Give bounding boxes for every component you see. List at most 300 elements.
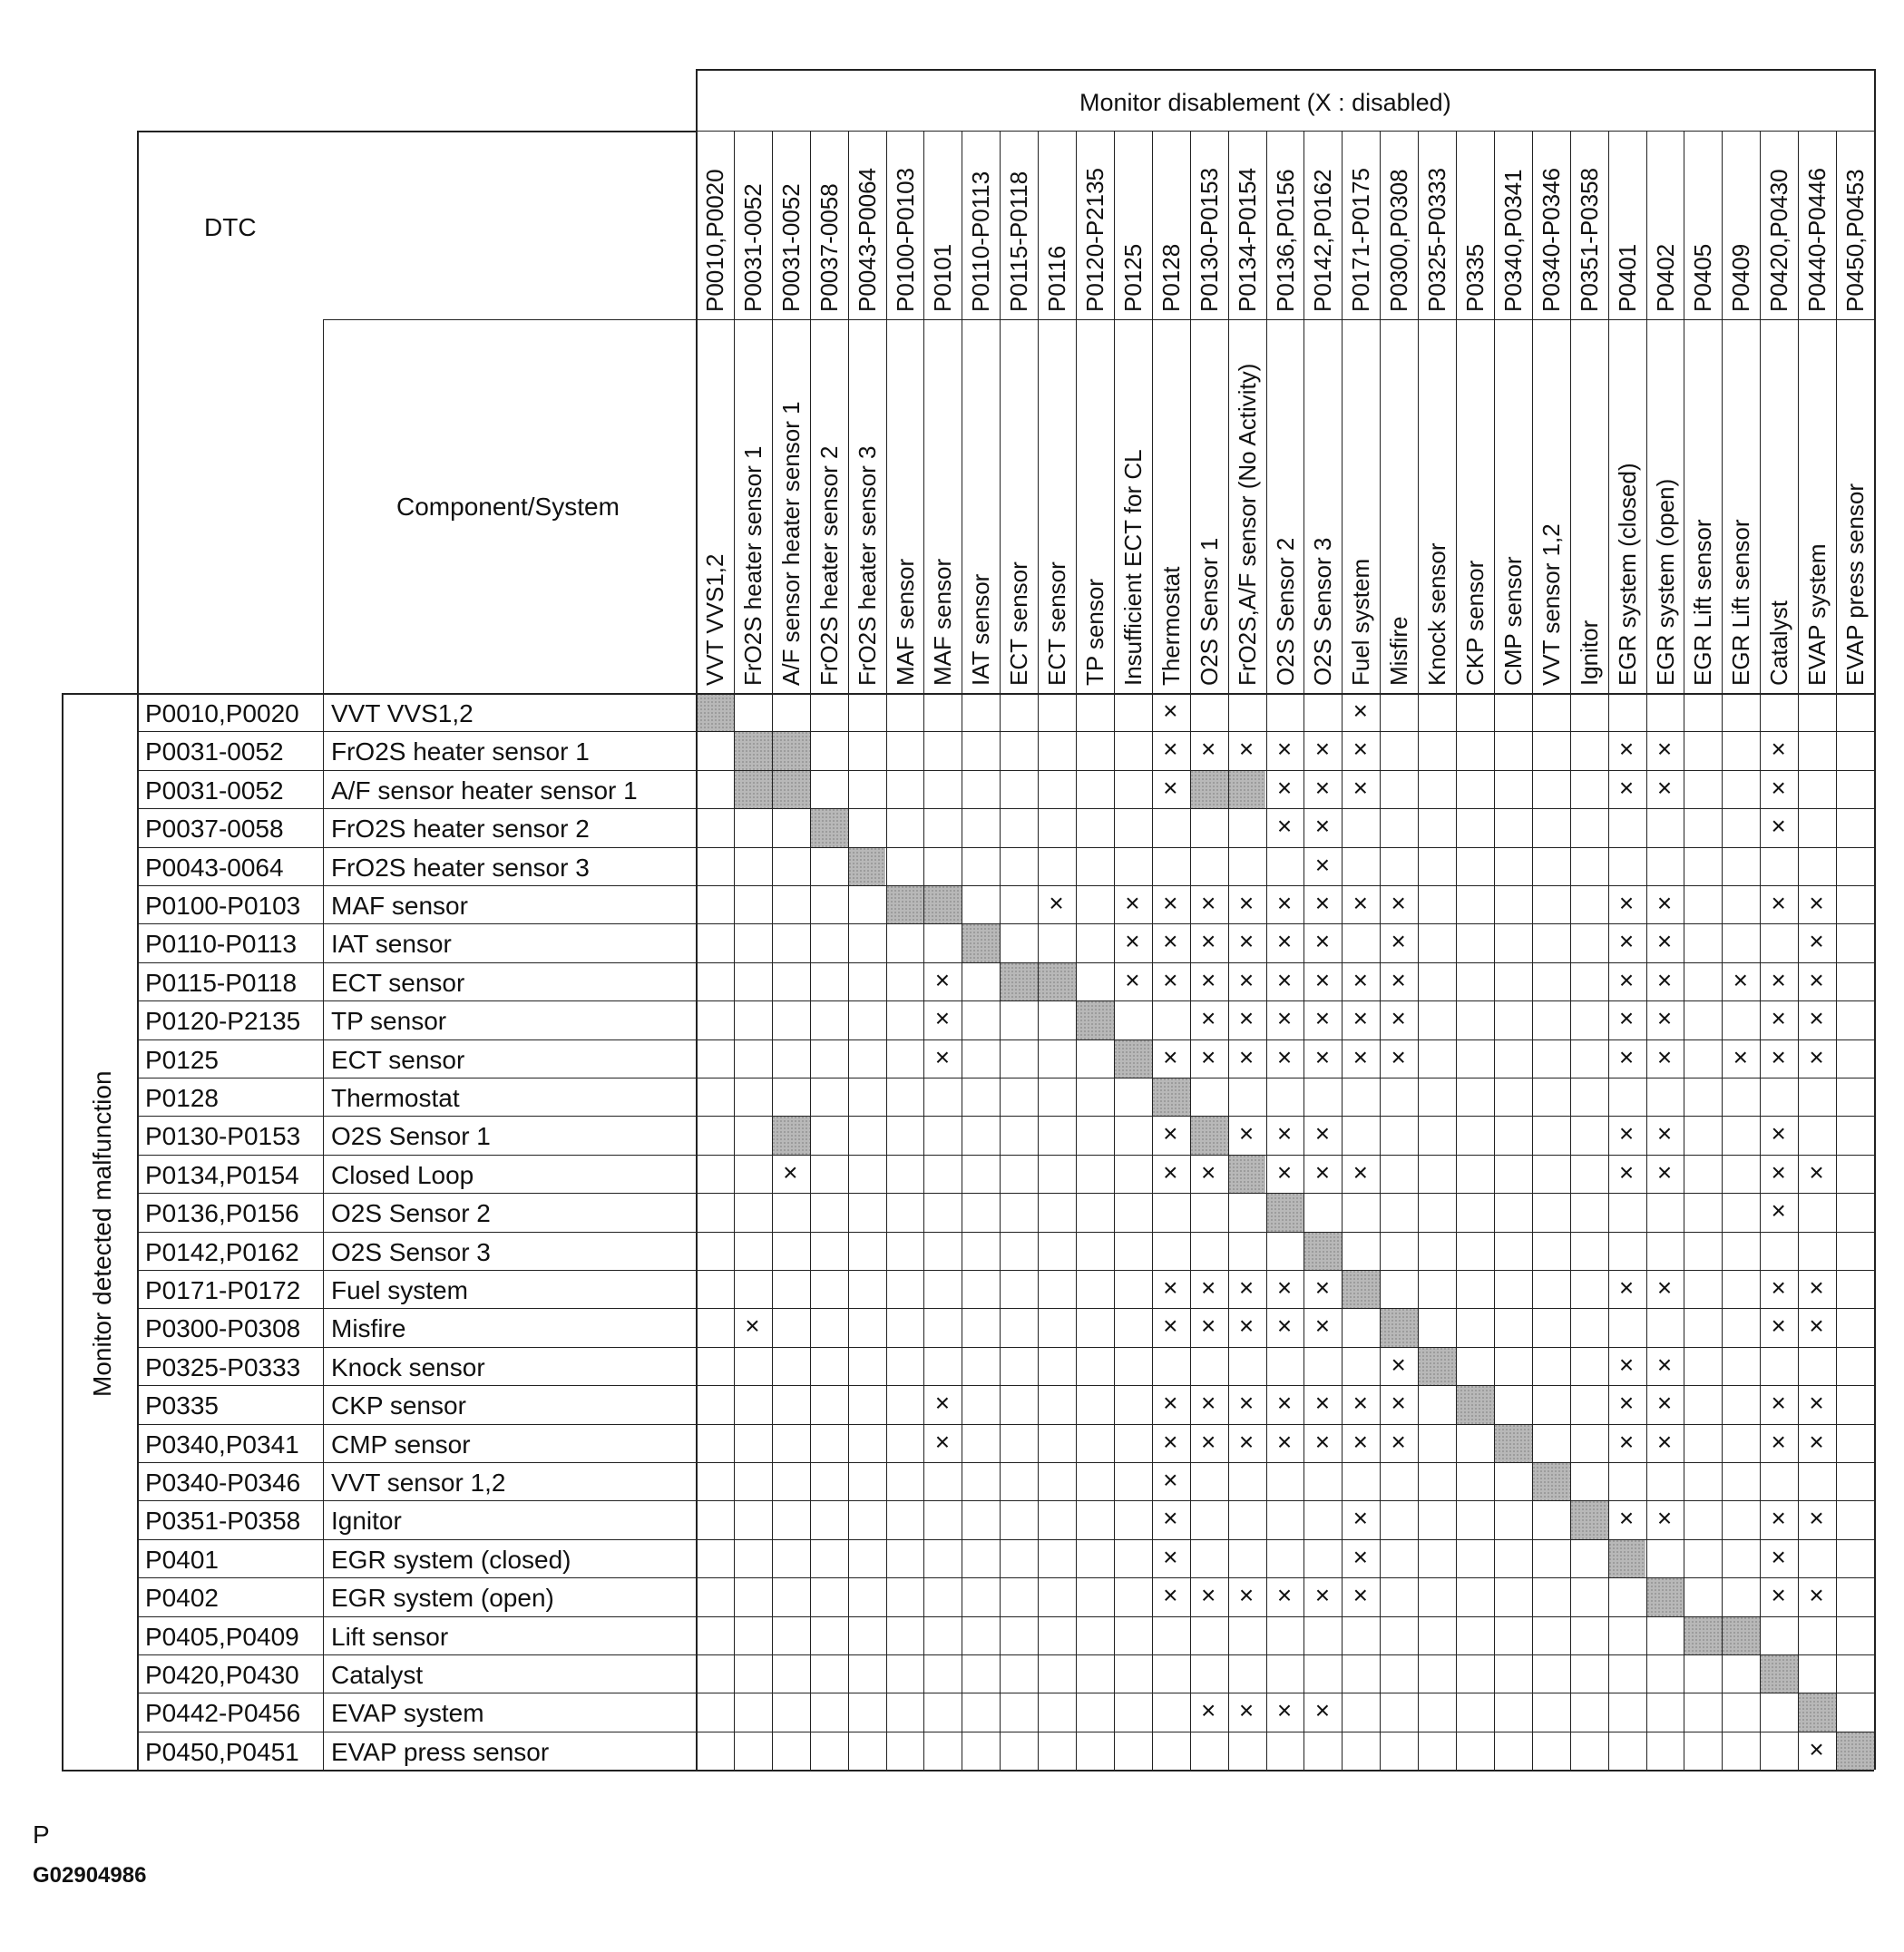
disabled-mark: ×: [1391, 889, 1406, 917]
disabled-mark: ×: [1809, 1581, 1824, 1610]
disabled-mark: ×: [1163, 1119, 1178, 1148]
shaded-cell: [1532, 1462, 1570, 1500]
row-component: FrO2S heater sensor 1: [331, 737, 590, 766]
grid-line: [137, 1270, 1874, 1271]
column-component: MAF sensor: [929, 558, 957, 686]
row-dtc: P0010,P0020: [145, 699, 299, 727]
disabled-mark: ×: [1238, 1389, 1255, 1418]
shaded-cell: [1152, 1078, 1190, 1116]
column-component: CMP sensor: [1499, 556, 1527, 686]
column-component: Knock sensor: [1423, 542, 1451, 686]
disabled-mark: ×: [1656, 1004, 1673, 1033]
disabled-mark: ×: [1771, 1157, 1786, 1186]
disabled-mark: ×: [1352, 1004, 1368, 1033]
table-title: Monitor disablement (X : disabled): [1079, 89, 1451, 116]
row-dtc: P0171-P0172: [145, 1276, 301, 1304]
disabled-mark: ×: [1238, 965, 1255, 994]
disabled-mark: ×: [1163, 1581, 1178, 1610]
disabled-mark: ×: [1656, 1389, 1673, 1418]
shaded-cell: [1000, 962, 1038, 1000]
disabled-mark: ×: [1201, 1157, 1216, 1186]
disabled-mark: ×: [1125, 927, 1140, 956]
grid-line: [62, 693, 1874, 695]
row-component: VVT VVS1,2: [331, 699, 474, 727]
disabled-mark: ×: [1125, 965, 1140, 994]
column-dtc: P0043-P0064: [853, 167, 881, 312]
row-dtc: P0110-P0113: [145, 930, 298, 959]
column-dtc: P0340,P0341: [1499, 169, 1527, 312]
column-dtc: P0031-0052: [776, 183, 805, 312]
disabled-mark: ×: [1163, 1542, 1178, 1571]
row-dtc: P0037-0058: [145, 815, 284, 844]
row-dtc: P0420,P0430: [145, 1661, 299, 1689]
disabled-mark: ×: [1656, 1119, 1673, 1148]
disabled-mark: ×: [1276, 773, 1293, 802]
row-component: Thermostat: [331, 1084, 460, 1112]
shaded-cell: [810, 808, 848, 846]
shaded-cell: [1038, 962, 1076, 1000]
disabled-mark: ×: [1733, 965, 1748, 994]
disabled-mark: ×: [1238, 1004, 1255, 1033]
column-dtc: P0100-P0103: [891, 167, 919, 312]
disabled-mark: ×: [1771, 1196, 1786, 1225]
disabled-mark: ×: [1238, 1427, 1255, 1456]
column-dtc: P0120-P2135: [1081, 167, 1108, 312]
row-dtc: P0128: [145, 1084, 219, 1112]
row-dtc: P0031-0052: [145, 776, 284, 805]
grid-line: [137, 1462, 1874, 1463]
row-component: Catalyst: [331, 1661, 424, 1689]
disabled-mark: ×: [1238, 927, 1255, 956]
row-component: A/F sensor heater sensor 1: [331, 776, 638, 805]
disabled-mark: ×: [1656, 965, 1673, 994]
disabled-mark: ×: [1314, 1274, 1331, 1302]
shaded-cell: [1342, 1270, 1380, 1308]
grid-line: [734, 131, 735, 1770]
column-component: VVT sensor 1,2: [1537, 523, 1565, 686]
disabled-mark: ×: [1771, 735, 1786, 764]
shaded-cell: [1114, 1039, 1152, 1078]
row-component: CMP sensor: [331, 1430, 471, 1459]
grid-line: [137, 1039, 1874, 1040]
disabled-mark: ×: [1049, 889, 1064, 917]
row-component: IAT sensor: [331, 930, 452, 959]
grid-line: [62, 693, 63, 1770]
column-component: O2S Sensor 3: [1309, 537, 1337, 686]
column-dtc: P0405: [1689, 243, 1717, 312]
row-dtc: P0351-P0358: [145, 1507, 301, 1536]
grid-line: [137, 885, 1874, 886]
disabled-mark: ×: [1352, 1042, 1368, 1071]
column-component: O2S Sensor 1: [1195, 537, 1223, 686]
shaded-cell: [1228, 770, 1266, 808]
disabled-mark: ×: [1314, 1581, 1331, 1610]
grid-line: [323, 319, 1874, 320]
shaded-cell: [1456, 1385, 1494, 1423]
disabled-mark: ×: [1656, 927, 1673, 956]
grid-line: [137, 1193, 1874, 1194]
disabled-mark: ×: [745, 1312, 760, 1341]
row-component: ECT sensor: [331, 968, 465, 997]
grid-line: [137, 1000, 1874, 1001]
disabled-mark: ×: [1163, 1042, 1178, 1071]
grid-line: [137, 1654, 1874, 1655]
column-component: EGR Lift sensor: [1689, 519, 1717, 686]
disabled-mark: ×: [1163, 965, 1178, 994]
grid-line: [810, 131, 811, 1770]
disabled-mark: ×: [1352, 773, 1368, 802]
disabled-mark: ×: [1809, 1274, 1824, 1302]
side-label: Monitor detected malfunction: [88, 1070, 116, 1397]
column-component: Fuel system: [1347, 558, 1375, 686]
disabled-mark: ×: [1163, 1504, 1178, 1533]
disabled-mark: ×: [1771, 773, 1786, 802]
row-component: CKP sensor: [331, 1391, 466, 1420]
disabled-mark: ×: [1391, 927, 1406, 956]
shaded-cell: [1076, 1000, 1114, 1039]
disabled-mark: ×: [1352, 889, 1368, 917]
disabled-mark: ×: [1771, 1312, 1786, 1341]
grid-line: [1038, 131, 1039, 1770]
disabled-mark: ×: [1771, 1274, 1786, 1302]
grid-line: [137, 808, 1874, 809]
row-component: VVT sensor 1,2: [331, 1469, 506, 1497]
shaded-cell: [1304, 1232, 1342, 1270]
disabled-mark: ×: [1618, 1389, 1635, 1418]
disabled-mark: ×: [1125, 889, 1140, 917]
disabled-mark: ×: [1163, 1427, 1178, 1456]
shaded-cell: [1646, 1577, 1684, 1615]
grid-line: [1836, 131, 1837, 1770]
row-component: ECT sensor: [331, 1045, 465, 1074]
column-component: EVAP system: [1803, 543, 1831, 686]
disabled-mark: ×: [1276, 965, 1293, 994]
shaded-cell: [772, 1116, 810, 1154]
column-dtc: P0300,P0308: [1385, 169, 1413, 312]
column-dtc: P0440-P0446: [1803, 167, 1831, 312]
column-dtc: P0136,P0156: [1271, 169, 1299, 312]
grid-line: [772, 131, 773, 1770]
footer-letter: P: [33, 1820, 50, 1849]
column-component: FrO2S heater sensor 3: [853, 445, 881, 686]
disabled-mark: ×: [1618, 965, 1635, 994]
row-dtc: P0402: [145, 1584, 219, 1613]
disabled-mark: ×: [1809, 889, 1824, 917]
shaded-cell: [1608, 1539, 1646, 1577]
disabled-mark: ×: [1276, 1042, 1293, 1071]
shaded-cell: [696, 693, 734, 731]
disabled-mark: ×: [1276, 1157, 1293, 1186]
grid-line: [137, 1155, 1874, 1156]
column-dtc: P0450,P0453: [1841, 169, 1869, 312]
row-dtc: P0134,P0154: [145, 1160, 299, 1189]
disabled-mark: ×: [1163, 1157, 1178, 1186]
disabled-mark: ×: [1391, 1389, 1406, 1418]
grid-line: [137, 1116, 1874, 1117]
disabled-mark: ×: [1201, 1042, 1216, 1071]
shaded-cell: [1760, 1654, 1798, 1693]
row-dtc: P0340,P0341: [145, 1430, 299, 1459]
disabled-mark: ×: [1314, 889, 1331, 917]
row-component: Closed Loop: [331, 1160, 474, 1189]
row-dtc: P0043-0064: [145, 853, 284, 882]
row-component: MAF sensor: [331, 892, 468, 920]
disabled-mark: ×: [1238, 889, 1255, 917]
column-dtc: P0116: [1043, 245, 1071, 312]
row-dtc: P0115-P0118: [145, 968, 298, 997]
disabled-mark: ×: [1352, 1581, 1368, 1610]
row-component: Fuel system: [331, 1276, 468, 1304]
disabled-mark: ×: [1809, 1427, 1824, 1456]
disabled-mark: ×: [1201, 1004, 1216, 1033]
row-dtc: P0136,P0156: [145, 1199, 299, 1228]
disabled-mark: ×: [1314, 1312, 1331, 1341]
column-dtc: P0037-0058: [815, 183, 843, 312]
disabled-mark: ×: [1276, 1581, 1293, 1610]
disabled-mark: ×: [1352, 697, 1368, 725]
disabled-mark: ×: [1771, 1581, 1786, 1610]
shaded-cell: [1380, 1308, 1418, 1346]
disabled-mark: ×: [1163, 697, 1178, 725]
disabled-mark: ×: [1771, 1504, 1786, 1533]
column-dtc: P0101: [929, 243, 957, 312]
grid-line: [1076, 131, 1077, 1770]
disabled-mark: ×: [1809, 1312, 1824, 1341]
column-dtc: P0125: [1118, 243, 1147, 312]
column-component: EGR system (closed): [1613, 463, 1641, 686]
column-component: ECT sensor: [1005, 561, 1033, 686]
shaded-cell: [1190, 1116, 1228, 1154]
grid-line: [1456, 131, 1457, 1770]
disabled-mark: ×: [1276, 1389, 1293, 1418]
column-dtc: P0010,P0020: [701, 169, 728, 312]
disabled-mark: ×: [1391, 1042, 1406, 1071]
disabled-mark: ×: [1276, 1119, 1293, 1148]
column-component: FrO2S heater sensor 2: [815, 445, 843, 686]
disabled-mark: ×: [1314, 1389, 1331, 1418]
disabled-mark: ×: [1276, 1312, 1293, 1341]
disabled-mark: ×: [783, 1157, 798, 1186]
disabled-mark: ×: [1238, 1581, 1255, 1610]
row-dtc: P0130-P0153: [145, 1122, 301, 1151]
column-dtc: P0325-P0333: [1423, 167, 1451, 312]
disabled-mark: ×: [1238, 1119, 1255, 1148]
disabled-mark: ×: [934, 1427, 951, 1456]
disabled-mark: ×: [1314, 1157, 1331, 1186]
disabled-mark: ×: [1238, 1274, 1255, 1302]
disabled-mark: ×: [1314, 1696, 1331, 1725]
shaded-cell: [1266, 1193, 1304, 1231]
grid-line: [1874, 69, 1876, 1770]
disabled-mark: ×: [1618, 927, 1635, 956]
disabled-mark: ×: [1201, 735, 1216, 764]
disabled-mark: ×: [1656, 1274, 1673, 1302]
row-dtc: P0325-P0333: [145, 1352, 301, 1381]
row-component: FrO2S heater sensor 2: [331, 815, 590, 844]
disabled-mark: ×: [1238, 735, 1255, 764]
grid-line: [137, 847, 1874, 848]
disabled-mark: ×: [1314, 965, 1331, 994]
row-component: TP sensor: [331, 1007, 447, 1036]
shaded-cell: [734, 770, 772, 808]
grid-line: [1722, 131, 1723, 1770]
shaded-cell: [848, 847, 886, 885]
disabled-mark: ×: [1238, 1312, 1255, 1341]
grid-line: [1570, 131, 1571, 1770]
shaded-cell: [772, 731, 810, 769]
disabled-mark: ×: [1809, 927, 1824, 956]
shaded-cell: [923, 885, 962, 923]
row-component: EVAP system: [331, 1699, 484, 1728]
disabled-mark: ×: [1618, 1004, 1635, 1033]
grid-line: [137, 1500, 1874, 1501]
grid-line: [1000, 131, 1001, 1770]
disabled-mark: ×: [1771, 1119, 1786, 1148]
disabled-mark: ×: [1163, 1466, 1178, 1494]
disabled-mark: ×: [1314, 1427, 1331, 1456]
disabled-mark: ×: [1656, 889, 1673, 917]
disabled-mark: ×: [1656, 735, 1673, 764]
grid-line: [848, 131, 849, 1770]
disabled-mark: ×: [1391, 1427, 1406, 1456]
column-component: EVAP press sensor: [1841, 483, 1869, 686]
disabled-mark: ×: [1163, 1389, 1178, 1418]
column-dtc: P0171-P0175: [1347, 167, 1375, 312]
column-component: Thermostat: [1157, 566, 1185, 686]
column-dtc: P0130-P0153: [1195, 167, 1223, 312]
row-dtc: P0125: [145, 1045, 219, 1074]
disabled-mark: ×: [1314, 927, 1331, 956]
disabled-mark: ×: [1809, 1157, 1824, 1186]
disabled-mark: ×: [1314, 1119, 1331, 1148]
disabled-mark: ×: [1771, 812, 1786, 841]
grid-line: [137, 131, 139, 1770]
grid-line: [696, 69, 698, 1770]
disabled-mark: ×: [1201, 1427, 1216, 1456]
disabled-mark: ×: [1656, 773, 1673, 802]
column-dtc: P0110-P0113: [967, 171, 995, 312]
grid-line: [137, 770, 1874, 771]
grid-line: [137, 1347, 1874, 1348]
column-component: FrO2S heater sensor 1: [738, 445, 766, 686]
disabled-mark: ×: [1314, 773, 1331, 802]
disabled-mark: ×: [1656, 1504, 1673, 1533]
disabled-mark: ×: [1618, 773, 1635, 802]
disabled-mark: ×: [1771, 1004, 1786, 1033]
disabled-mark: ×: [1314, 850, 1331, 879]
row-component: Misfire: [331, 1314, 406, 1343]
grid-line: [1418, 131, 1419, 1770]
column-component: IAT sensor: [967, 573, 995, 686]
disabled-mark: ×: [1771, 1427, 1786, 1456]
column-component: O2S Sensor 2: [1271, 537, 1299, 686]
row-dtc: P0335: [145, 1391, 219, 1420]
disabled-mark: ×: [1618, 1119, 1635, 1148]
disabled-mark: ×: [1771, 965, 1786, 994]
shaded-cell: [1836, 1732, 1874, 1770]
disabled-mark: ×: [1314, 812, 1331, 841]
disabled-mark: ×: [1771, 889, 1786, 917]
column-component: A/F sensor heater sensor 1: [776, 401, 805, 686]
grid-line: [137, 1232, 1874, 1233]
dtc-header: DTC: [204, 213, 257, 241]
shaded-cell: [1228, 1155, 1266, 1193]
column-component: MAF sensor: [891, 558, 919, 686]
disabled-mark: ×: [1352, 1157, 1368, 1186]
grid-line: [137, 1577, 1874, 1578]
disabled-mark: ×: [1618, 1274, 1635, 1302]
disabled-mark: ×: [1352, 735, 1368, 764]
column-dtc: P0031-0052: [738, 183, 766, 312]
row-component: O2S Sensor 2: [331, 1199, 491, 1228]
disabled-mark: ×: [1163, 1274, 1178, 1302]
row-dtc: P0442-P0456: [145, 1699, 301, 1728]
disabled-mark: ×: [1163, 889, 1178, 917]
grid-line: [137, 1385, 1874, 1386]
disabled-mark: ×: [1771, 1542, 1786, 1571]
shaded-cell: [1722, 1616, 1760, 1654]
disabled-mark: ×: [1163, 1312, 1178, 1341]
shaded-cell: [1684, 1616, 1722, 1654]
disabled-mark: ×: [1352, 1389, 1368, 1418]
disabled-mark: ×: [1656, 1427, 1673, 1456]
disabled-mark: ×: [1618, 1350, 1635, 1379]
grid-line: [886, 131, 887, 1770]
shaded-cell: [1418, 1347, 1456, 1385]
disabled-mark: ×: [1391, 965, 1406, 994]
row-dtc: P0120-P2135: [145, 1007, 301, 1036]
row-dtc: P0100-P0103: [145, 892, 301, 920]
column-dtc: P0134-P0154: [1233, 167, 1261, 312]
row-component: Lift sensor: [331, 1622, 449, 1651]
disabled-mark: ×: [1201, 1696, 1216, 1725]
disabled-mark: ×: [1352, 1504, 1368, 1533]
grid-line: [1532, 131, 1533, 1770]
disabled-mark: ×: [1809, 965, 1824, 994]
grid-line: [137, 923, 1874, 924]
disabled-mark: ×: [1618, 889, 1635, 917]
disabled-mark: ×: [1276, 889, 1293, 917]
disabled-mark: ×: [934, 1042, 951, 1071]
row-component: O2S Sensor 1: [331, 1122, 491, 1151]
column-dtc: P0420,P0430: [1765, 169, 1793, 312]
disabled-mark: ×: [934, 1389, 951, 1418]
component-header: Component/System: [396, 493, 620, 521]
disabled-mark: ×: [1201, 927, 1216, 956]
disabled-mark: ×: [1771, 1389, 1786, 1418]
disabled-mark: ×: [1201, 1274, 1216, 1302]
disabled-mark: ×: [1163, 773, 1178, 802]
disabled-mark: ×: [1314, 735, 1331, 764]
grid-line: [696, 131, 1874, 132]
grid-line: [137, 1308, 1874, 1309]
column-component: EGR Lift sensor: [1727, 519, 1755, 686]
column-dtc: P0402: [1651, 243, 1679, 312]
disabled-mark: ×: [1276, 735, 1293, 764]
grid-line: [137, 731, 1874, 732]
row-component: EVAP press sensor: [331, 1737, 550, 1766]
column-component: Insufficient ECT for CL: [1118, 449, 1147, 686]
disabled-mark: ×: [1809, 1734, 1824, 1763]
disabled-mark: ×: [934, 1004, 951, 1033]
column-dtc: P0128: [1157, 243, 1185, 312]
grid-line: [137, 1424, 1874, 1425]
grid-line: [696, 69, 1874, 71]
column-dtc: P0401: [1613, 243, 1641, 312]
disabled-mark: ×: [1276, 1004, 1293, 1033]
row-component: FrO2S heater sensor 3: [331, 853, 590, 882]
column-component: CKP sensor: [1461, 560, 1489, 686]
